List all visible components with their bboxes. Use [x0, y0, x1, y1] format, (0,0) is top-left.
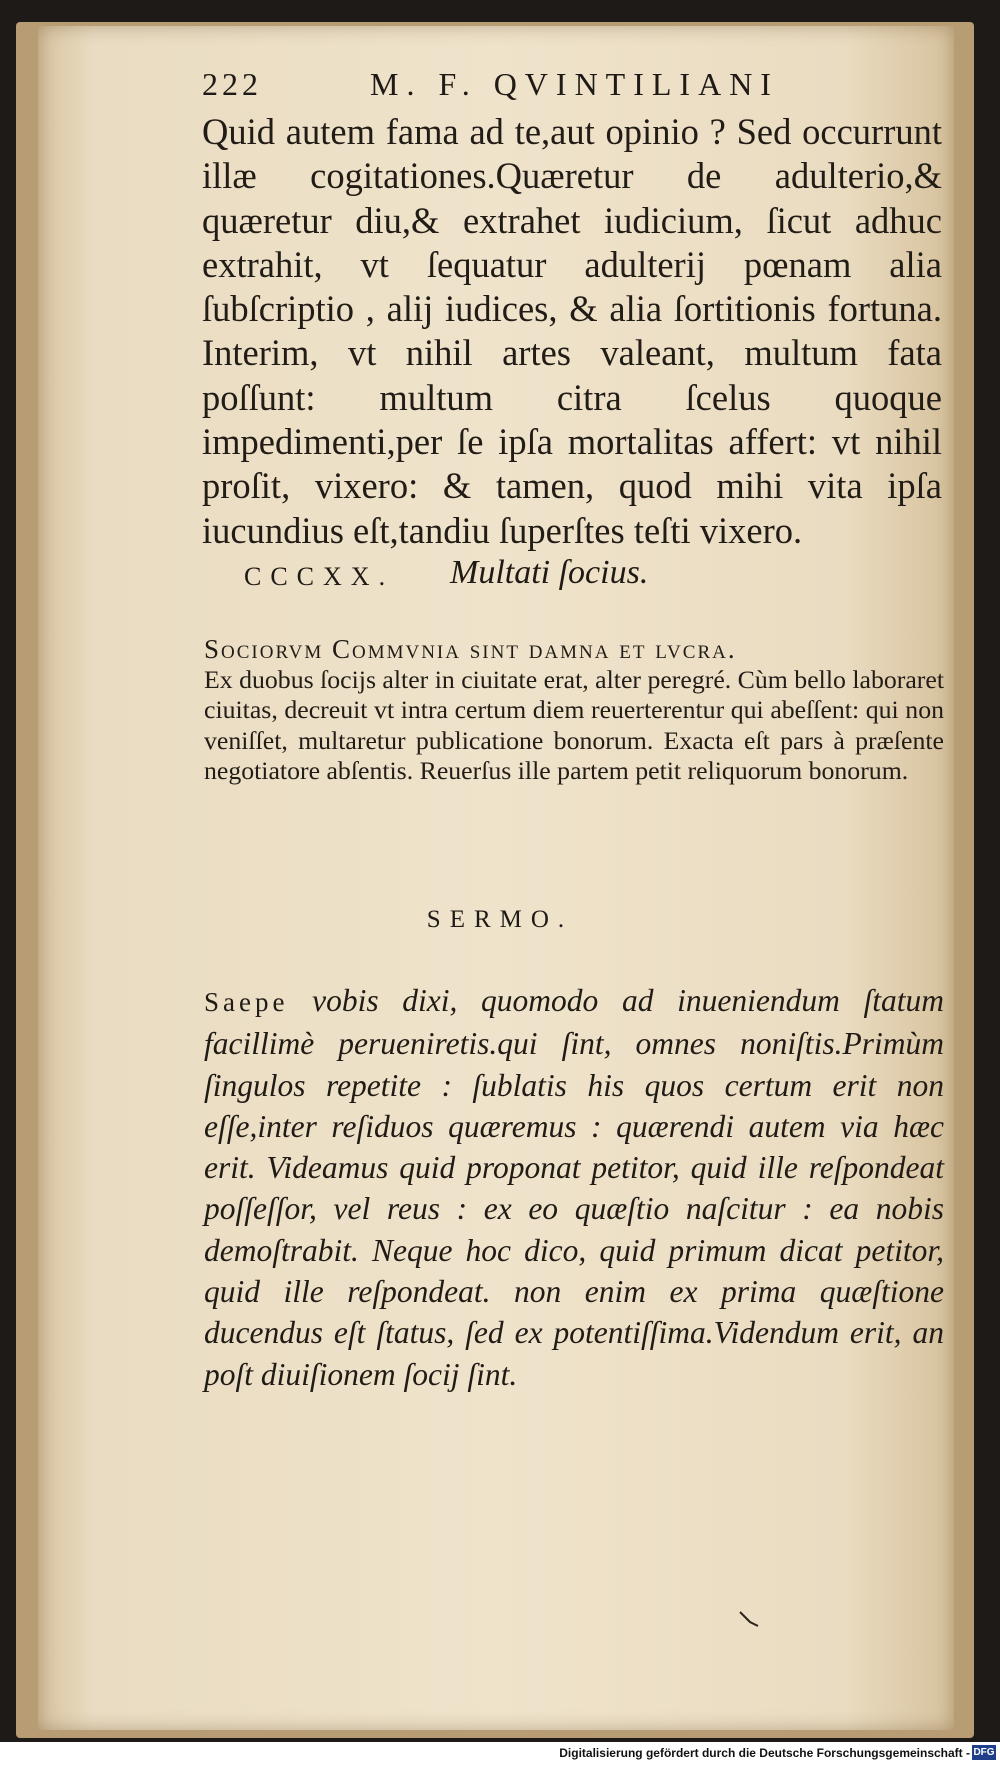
declamation-heading [244, 554, 894, 600]
sermo-text: vobis dixi, quomodo ad inueniendum ſtatum facillimè perueniretis.qui ſint, omnes noniſtis.Primùm ſingulos repetite : ſublatis his quos certum erit non eſſe,inter reſiduos quæremus : quærendi autem via hæc erit. Videamus quid proponat petitor, quid ille reſpondeat poſſeſſor, vel reus : ex eo quæſtio naſcitur : ea nobis demoſtrabit. Neque hoc dico, quid primum dicat petitor, quid ille reſpondeat. non enim ex prima quæſtione ducendus eſt ſtatus, ſed ex potentiſſima.Videndum erit, an poſt diuiſionem ſocij ſint. [204, 983, 945, 1392]
running-header [202, 66, 802, 106]
running-title: M. F. QVINTILIANI [370, 66, 779, 102]
sermo-block [204, 980, 944, 1395]
funding-credit: Digitalisierung gefördert durch die Deutsche Forschungsgemeinschaft - [559, 1746, 970, 1760]
text-block-continuation [202, 110, 942, 553]
sermo-lead-word: Saepe [204, 987, 289, 1017]
dfg-logo: DFG [973, 1747, 995, 1758]
continuation-paragraph: Quid autem fama ad te,aut opinio ? Sed occurrunt illæ cogitationes.Quæretur de adulterio,& quæretur diu,& extrahet iudicium, ſicut adhuc extrahit, vt ſequatur adulterij pœnam alia ſubſcriptio , alij iudices, & alia ſortitionis fortuna. Interim, vt nihil artes valeant, multum fata poſſunt: multum citra ſcelus quoque impedimenti,per ſe ipſa mortalitas affert: vt nihil proſit, vixero: & tamen, quod mihi vita ipſa iucundius eſt,tandiu ſuperſtes teſti vixero. [202, 111, 942, 551]
argument-lead: Sociorvm Commvnia sint damna et lvcra. [204, 634, 737, 664]
declamation-number: CCCXX. [244, 562, 395, 591]
declamation-title: Multati ſocius. [450, 554, 649, 591]
argument-text: Ex duobus ſocijs alter in ciuitate erat, alter peregré. Cùm bello laboraret ciuitas, decreuit vt intra certum diem reuerterentur qui abeſſent: qui non veniſſet, multaretur publicatione bonorum. Exacta eſt pars à præſente negotiatore abſentis. Reuerſus ille partem petit reliquorum bonorum. [204, 664, 944, 785]
argument-block [204, 634, 944, 787]
sermo-heading: SERMO. [426, 906, 574, 933]
catchword-mark-icon [738, 1608, 760, 1630]
page-number: 222 [202, 66, 262, 102]
digitization-footer [0, 1742, 1000, 1765]
